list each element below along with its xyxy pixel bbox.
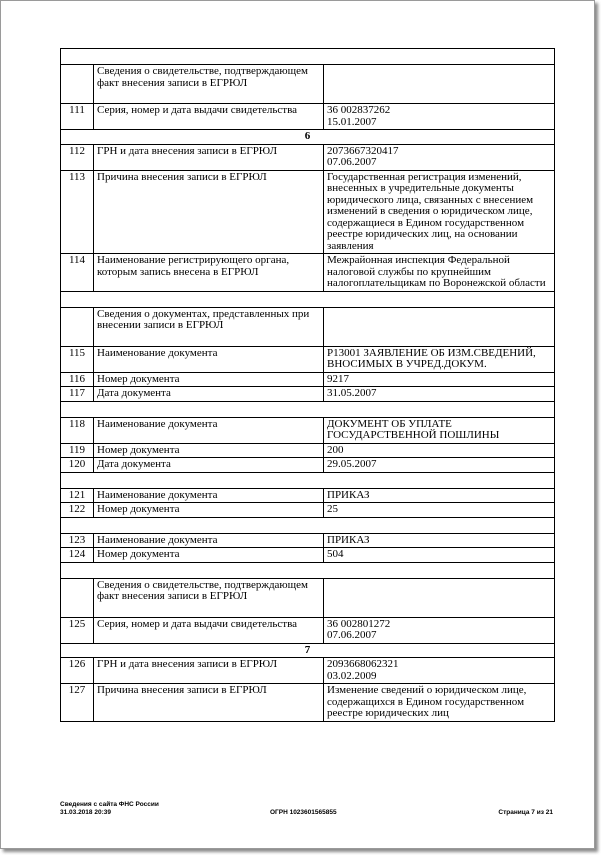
row-number: 123 bbox=[61, 533, 94, 548]
table-row bbox=[61, 387, 555, 402]
row-number: 120 bbox=[61, 458, 94, 473]
section-row bbox=[61, 643, 555, 658]
spacer-cell bbox=[61, 472, 555, 488]
row-number: 125 bbox=[61, 617, 94, 643]
table-row bbox=[61, 458, 555, 473]
field-label: Наименование регистрирующего органа, которым запись внесена в ЕГРЮЛ bbox=[94, 254, 324, 292]
field-value: Государственная регистрация изменений, внесенных в учредительные документы юридического лица, связанных с внесением изменений в сведения о юридическом лице, содержащиеся в Едином государственном реестре юридических лиц, на основании заявления bbox=[324, 170, 555, 254]
row-number: 126 bbox=[61, 658, 94, 684]
subsection-heading: Сведения о документах, представленных при внесении записи в ЕГРЮЛ bbox=[94, 307, 324, 346]
table-row bbox=[61, 144, 555, 170]
row-number: 116 bbox=[61, 372, 94, 387]
footer-source-title: Сведения с сайта ФНС России bbox=[60, 801, 159, 808]
field-label: Наименование документа bbox=[94, 346, 324, 372]
page-footer bbox=[60, 801, 555, 821]
spacer-row bbox=[61, 517, 555, 533]
table-row bbox=[61, 488, 555, 503]
field-value: ПРИКАЗ bbox=[324, 533, 555, 548]
field-value: ПРИКАЗ bbox=[324, 488, 555, 503]
row-number: 115 bbox=[61, 346, 94, 372]
subsection-heading: Сведения о свидетельстве, подтверждающем факт внесения записи в ЕГРЮЛ bbox=[94, 65, 324, 104]
spacer-row bbox=[61, 49, 555, 65]
field-value: 36 002837262 15.01.2007 bbox=[324, 104, 555, 130]
heading-num-cell bbox=[61, 65, 94, 104]
field-label: Номер документа bbox=[94, 372, 324, 387]
field-label: Причина внесения записи в ЕГРЮЛ bbox=[94, 684, 324, 722]
field-label: ГРН и дата внесения записи в ЕГРЮЛ bbox=[94, 144, 324, 170]
section-row bbox=[61, 130, 555, 145]
table-row bbox=[61, 254, 555, 292]
footer-ogrn: ОГРН 1023601565855 bbox=[270, 809, 337, 816]
field-label: Серия, номер и дата выдачи свидетельства bbox=[94, 617, 324, 643]
table-row bbox=[61, 617, 555, 643]
field-value: Р13001 ЗАЯВЛЕНИЕ ОБ ИЗМ.СВЕДЕНИЙ, ВНОСИМЫХ В УЧРЕД.ДОКУМ. bbox=[324, 346, 555, 372]
spacer-row bbox=[61, 562, 555, 578]
heading-value-cell bbox=[324, 578, 555, 617]
field-value: 200 bbox=[324, 443, 555, 458]
spacer-cell bbox=[61, 562, 555, 578]
table-row bbox=[61, 503, 555, 518]
row-number: 127 bbox=[61, 684, 94, 722]
field-label: Наименование документа bbox=[94, 417, 324, 443]
heading-num-cell bbox=[61, 578, 94, 617]
footer-source bbox=[60, 801, 159, 816]
footer-source-date: 31.03.2018 20:39 bbox=[60, 808, 111, 816]
spacer-cell bbox=[61, 401, 555, 417]
row-number: 117 bbox=[61, 387, 94, 402]
heading-value-cell bbox=[324, 307, 555, 346]
table-row bbox=[61, 443, 555, 458]
row-number: 118 bbox=[61, 417, 94, 443]
spacer-cell bbox=[61, 291, 555, 307]
field-label: Номер документа bbox=[94, 443, 324, 458]
spacer-row bbox=[61, 472, 555, 488]
spacer-row bbox=[61, 291, 555, 307]
row-number: 119 bbox=[61, 443, 94, 458]
section-number: 7 bbox=[61, 643, 555, 658]
row-number: 122 bbox=[61, 503, 94, 518]
spacer-cell bbox=[61, 517, 555, 533]
row-number: 124 bbox=[61, 548, 94, 563]
table-row bbox=[61, 170, 555, 254]
table-row bbox=[61, 417, 555, 443]
field-value: 36 002801272 07.06.2007 bbox=[324, 617, 555, 643]
subsection-heading-row bbox=[61, 578, 555, 617]
field-value: 2093668062321 03.02.2009 bbox=[324, 658, 555, 684]
spacer-cell bbox=[61, 49, 555, 65]
field-label: Номер документа bbox=[94, 503, 324, 518]
row-number: 113 bbox=[61, 170, 94, 254]
table-row bbox=[61, 104, 555, 130]
table-row bbox=[61, 533, 555, 548]
field-value: Межрайонная инспекция Федеральной налоговой службы по крупнейшим налогоплательщикам по Воронежской области bbox=[324, 254, 555, 292]
field-label: Наименование документа bbox=[94, 533, 324, 548]
section-number: 6 bbox=[61, 130, 555, 145]
field-value: 31.05.2007 bbox=[324, 387, 555, 402]
subsection-heading-row bbox=[61, 65, 555, 104]
field-value: 29.05.2007 bbox=[324, 458, 555, 473]
field-label: Наименование документа bbox=[94, 488, 324, 503]
row-number: 114 bbox=[61, 254, 94, 292]
spacer-row bbox=[61, 401, 555, 417]
row-number: 112 bbox=[61, 144, 94, 170]
footer-page-number: Страница 7 из 21 bbox=[498, 809, 553, 816]
heading-value-cell bbox=[324, 65, 555, 104]
field-label: Дата документа bbox=[94, 387, 324, 402]
subsection-heading: Сведения о свидетельстве, подтверждающем факт внесения записи в ЕГРЮЛ bbox=[94, 578, 324, 617]
field-label: Серия, номер и дата выдачи свидетельства bbox=[94, 104, 324, 130]
field-value: 504 bbox=[324, 548, 555, 563]
field-label: Номер документа bbox=[94, 548, 324, 563]
table-row bbox=[61, 658, 555, 684]
egrul-table bbox=[60, 48, 555, 722]
table-row bbox=[61, 548, 555, 563]
field-value: 9217 bbox=[324, 372, 555, 387]
field-label: ГРН и дата внесения записи в ЕГРЮЛ bbox=[94, 658, 324, 684]
field-value: ДОКУМЕНТ ОБ УПЛАТЕ ГОСУДАРСТВЕННОЙ ПОШЛИНЫ bbox=[324, 417, 555, 443]
field-value: Изменение сведений о юридическом лице, содержащихся в Едином государственном реестре юридических лиц bbox=[324, 684, 555, 722]
subsection-heading-row bbox=[61, 307, 555, 346]
field-label: Причина внесения записи в ЕГРЮЛ bbox=[94, 170, 324, 254]
field-value: 2073667320417 07.06.2007 bbox=[324, 144, 555, 170]
field-value: 25 bbox=[324, 503, 555, 518]
heading-num-cell bbox=[61, 307, 94, 346]
table-row bbox=[61, 372, 555, 387]
row-number: 121 bbox=[61, 488, 94, 503]
table-row bbox=[61, 346, 555, 372]
table-row bbox=[61, 684, 555, 722]
row-number: 111 bbox=[61, 104, 94, 130]
field-label: Дата документа bbox=[94, 458, 324, 473]
